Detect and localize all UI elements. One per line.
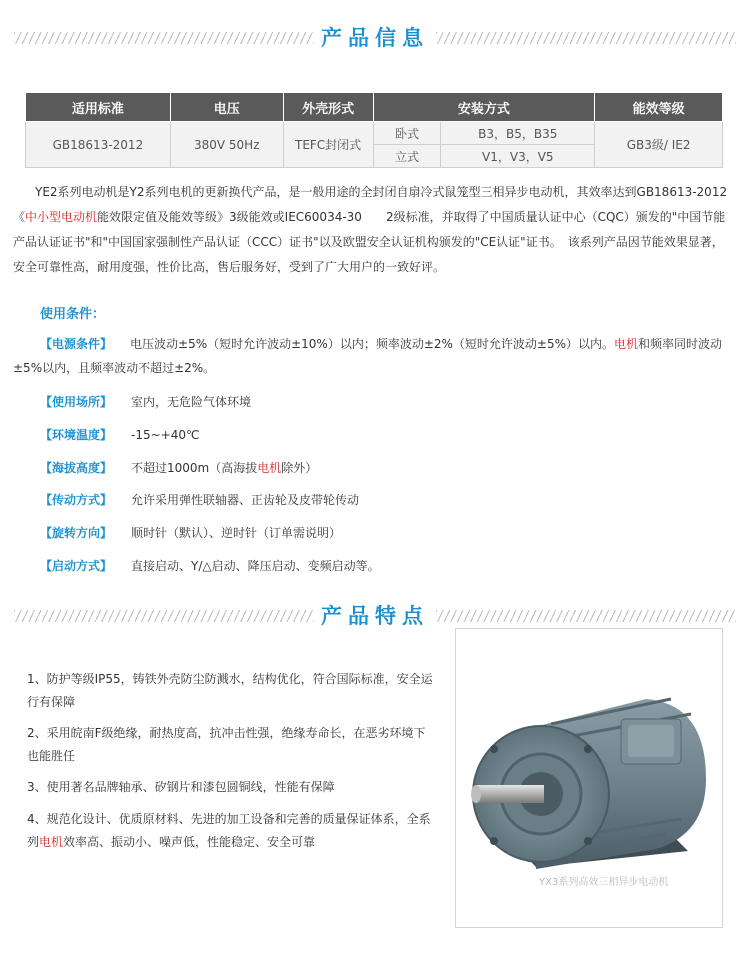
condition-tag: 【使用场所】 xyxy=(40,395,113,409)
cell-voltage: 380V 50Hz xyxy=(170,122,283,168)
section-title-text: 产品特点 xyxy=(321,604,429,628)
section-title-text: 产品信息 xyxy=(321,26,429,50)
condition-text: 电压波动±5%（短时允许波动±10%）以内；频率波动±2%（短时允许波动±5%）以内。 xyxy=(130,337,615,351)
condition-tag: 【旋转方向】 xyxy=(40,526,113,540)
header-voltage: 电压 xyxy=(170,93,283,122)
condition-tag: 【启动方式】 xyxy=(40,559,113,573)
condition-text: 直接启动、Y/△启动、降压启动、变频启动等。 xyxy=(131,559,380,573)
cell-housing: TEFC封闭式 xyxy=(283,122,373,168)
spec-table-row xyxy=(26,122,723,145)
header-efficiency: 能效等级 xyxy=(595,93,723,122)
intro-highlight: 中小型电动机 xyxy=(25,210,98,224)
feature-text: 效率高、振动小、噪声低，性能稳定、安全可靠 xyxy=(63,835,316,849)
feature-highlight: 电机 xyxy=(39,835,64,849)
feature-item: 2、采用皖南F级绝缘，耐热度高，抗冲击性强，绝缘寿命长，在恶劣环境下也能胜任 xyxy=(27,726,426,763)
spec-table xyxy=(25,92,723,168)
feature-item: 1、防护等级IP55，铸铁外壳防尘防溅水，结构优化，符合国际标准，安全运行有保障 xyxy=(27,672,433,709)
feature-item xyxy=(27,808,437,854)
cell-efficiency: GB3级/ IE2 xyxy=(595,122,723,168)
condition-tag: 【传动方式】 xyxy=(40,493,113,507)
condition-altitude xyxy=(13,456,317,480)
condition-text: 不超过1000m（高海拔 xyxy=(131,461,258,475)
decorative-hatch-right xyxy=(436,32,736,44)
intro-text-1: YE2系列电动机是Y2系列电机的更新换代产品，是一般用途的全封闭自扇冷式鼠笼型三相异步电动机，其效率达到GB18613-2012《 xyxy=(13,185,728,224)
condition-text: 除外） xyxy=(281,461,318,475)
cell-mount-type: 卧式 xyxy=(373,122,441,145)
cell-mount-codes: V1，V3，V5 xyxy=(441,145,595,168)
feature-text: 4、规范化设计、优质原材料、先进的加工设备和完善的质量保证体系，全系列 xyxy=(27,812,431,849)
feature-item: 3、使用著名品牌轴承、矽钢片和漆包圆铜线，性能有保障 xyxy=(27,780,335,794)
header-standard: 适用标准 xyxy=(26,93,171,122)
conditions-heading: 使用条件： xyxy=(40,307,106,322)
condition-tag: 【电源条件】 xyxy=(40,337,113,351)
decorative-hatch-right xyxy=(436,610,736,622)
condition-text: 室内，无危险气体环境 xyxy=(131,395,252,409)
motor-photo xyxy=(455,628,723,928)
condition-place xyxy=(13,390,251,414)
condition-tag: 【海拔高度】 xyxy=(40,461,113,475)
condition-highlight: 电机 xyxy=(614,337,639,351)
header-housing: 外壳形式 xyxy=(283,93,373,122)
condition-text: 和频率同时波动±5%以内，且频率波动不超过±2%。 xyxy=(13,337,723,375)
condition-start xyxy=(13,554,380,578)
header-mounting: 安装方式 xyxy=(373,93,595,122)
intro-paragraph xyxy=(13,180,735,280)
condition-text: -15~+40℃ xyxy=(131,428,200,442)
condition-rotation xyxy=(13,521,341,545)
condition-power xyxy=(13,332,735,380)
cell-mount-type: 立式 xyxy=(373,145,441,168)
section-title-product-info xyxy=(0,18,750,58)
cell-standard: GB18613-2012 xyxy=(26,122,171,168)
spec-table-header-row xyxy=(26,93,723,122)
condition-highlight: 电机 xyxy=(257,461,282,475)
condition-text: 顺时针（默认）、逆时针（订单需说明） xyxy=(131,526,342,540)
photo-watermark-caption: YX3系列高效三相异步电动机 xyxy=(536,872,671,889)
cell-mount-codes: B3，B5，B35 xyxy=(441,122,595,145)
intro-text-2: 能效限定值及能效等级》3级能效或IEC60034-30 2级标准，并取得了中国质量认证中心（CQC）颁发的"中国节能产品认证证书"和"中国国家强制性产品认证（CCC）证书"以及欧盟安全认证机构颁发的"CE认证"证书。 该系列产品因节能效果显著，安全可靠性高，耐用度强，性价比高，售后服务好，受到了广大用户的一致好评。 xyxy=(13,210,726,274)
condition-tag: 【环境温度】 xyxy=(40,428,113,442)
condition-drive xyxy=(13,488,359,512)
condition-temp xyxy=(13,423,199,447)
condition-text: 允许采用弹性联轴器、正齿轮及皮带轮传动 xyxy=(131,493,360,507)
